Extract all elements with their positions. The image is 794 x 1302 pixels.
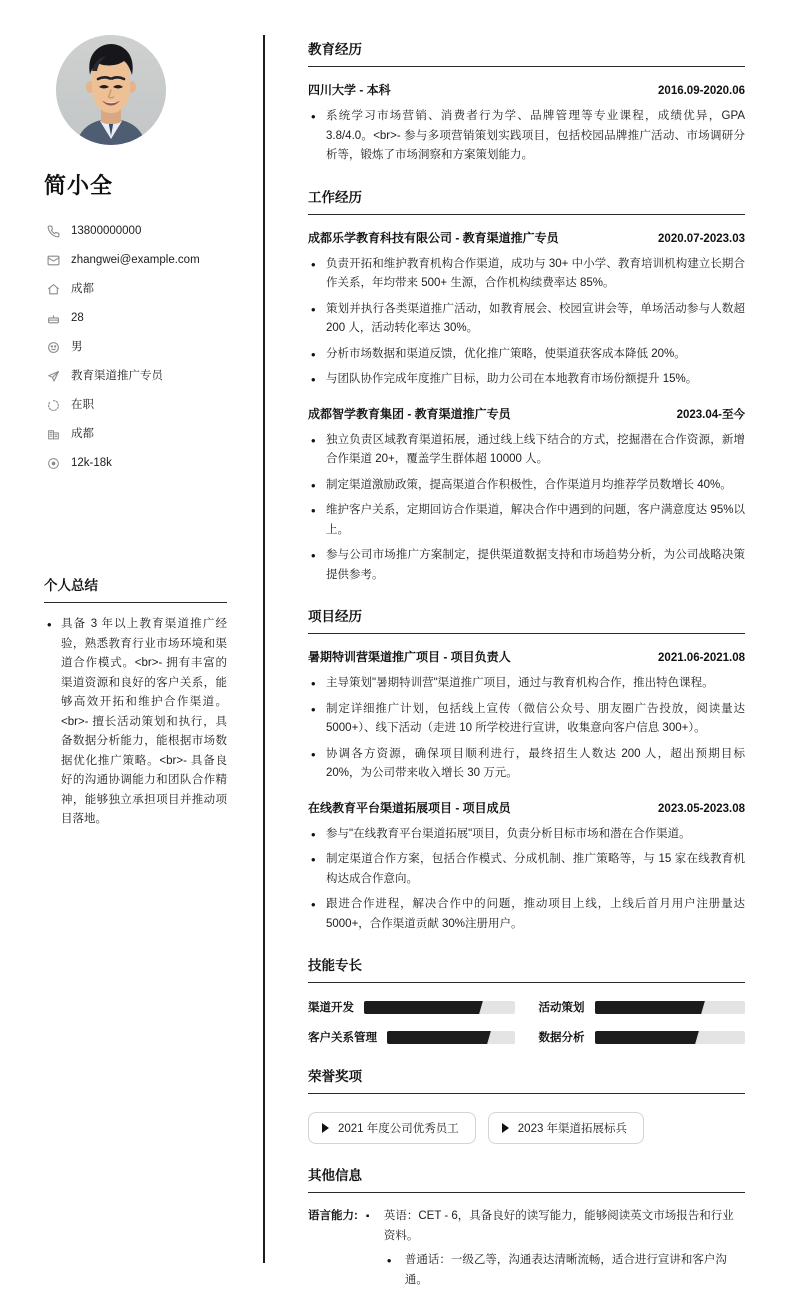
other-info-key: 语言能力: bbox=[308, 1210, 358, 1222]
education-section bbox=[308, 38, 745, 166]
project-entry bbox=[308, 648, 745, 784]
entry-header bbox=[308, 81, 745, 98]
award-chip[interactable] bbox=[308, 1112, 476, 1144]
entry-bullet: • 维护客户关系，定期回访合作渠道，解决合作中遇到的问题，客户满意度达 95%以上。 bbox=[308, 501, 745, 540]
work-entry bbox=[308, 229, 745, 390]
awards-list bbox=[308, 1108, 745, 1144]
awards-title: 荣誉奖项 bbox=[308, 1069, 362, 1084]
paper-plane-icon bbox=[44, 368, 62, 384]
entry-bullet: • 跟进合作进程，解决合作中的问题，推动项目上线，上线后首月用户注册量达 5000+，合作渠道贡献 30%注册用户。 bbox=[308, 895, 745, 934]
entry-header bbox=[308, 229, 745, 246]
entry-bullet: • 主导策划"暑期特训营"渠道推广项目，通过与教育机构合作，推出特色课程。 bbox=[308, 674, 745, 694]
section-rule bbox=[308, 633, 745, 634]
section-rule bbox=[308, 66, 745, 67]
entry-title: 暑期特训营渠道推广项目 - 项目负责人 bbox=[308, 650, 511, 664]
entry-title: 四川大学 - 本科 bbox=[308, 83, 391, 97]
skills-grid bbox=[308, 997, 745, 1045]
contact-item-status bbox=[44, 392, 227, 418]
portrait-photo-icon bbox=[56, 35, 166, 145]
entry-bullet: • 与团队协作完成年度推广目标，助力公司在本地教育市场份额提升 15%。 bbox=[308, 370, 745, 390]
entry-bullet: • 独立负责区域教育渠道拓展，通过线上线下结合的方式，挖掘潜在合作资源，新增合作渠道 20+，覆盖学生群体超 10000 人。 bbox=[308, 431, 745, 470]
entry-header bbox=[308, 799, 745, 816]
status-icon bbox=[44, 397, 62, 413]
entry-bullet: • 负责开拓和维护教育机构合作渠道，成功与 30+ 中小学、教育培训机构建立长期合作关系，年均带来 500+ 生源，合作机构续费率达 85%。 bbox=[308, 255, 745, 294]
entry-bullet: • 制定渠道激励政策，提高渠道合作积极性，合作渠道月均推荐学员数增长 40%。 bbox=[308, 476, 745, 496]
entry-bullet: • 协调各方资源，确保项目顺利进行，最终招生人数达 200 人，超出预期目标 20%，为公司带来收入增长 30 万元。 bbox=[308, 745, 745, 784]
summary-rule bbox=[44, 602, 227, 603]
entry-date: 2016.09-2020.06 bbox=[658, 85, 745, 97]
summary-section bbox=[44, 574, 227, 830]
contact-item-position bbox=[44, 363, 227, 389]
play-triangle-icon bbox=[502, 1123, 509, 1133]
education-title: 教育经历 bbox=[308, 42, 362, 57]
projects-section bbox=[308, 605, 745, 934]
phone-icon bbox=[44, 223, 62, 239]
section-rule bbox=[308, 982, 745, 983]
contact-value: 男 bbox=[71, 341, 83, 353]
building-icon bbox=[44, 426, 62, 442]
work-title: 工作经历 bbox=[308, 189, 362, 205]
avatar bbox=[56, 35, 166, 145]
home-icon bbox=[44, 281, 62, 297]
entry-bullet: • 参与公司市场推广方案制定，提供渠道数据支持和市场趋势分析，为公司战略决策提供参考。 bbox=[308, 546, 745, 585]
skill-progress-fill bbox=[364, 1001, 483, 1014]
envelope-icon bbox=[44, 252, 62, 268]
skill-progress-bar bbox=[595, 1031, 746, 1044]
section-rule bbox=[308, 1093, 745, 1094]
skills-section bbox=[308, 954, 745, 1045]
contact-item-age bbox=[44, 305, 227, 331]
entry-title: 成都智学教育集团 - 教育渠道推广专员 bbox=[308, 406, 511, 421]
entry-bullet: • 系统学习市场营销、消费者行为学、品牌管理等专业课程，成绩优异，GPA 3.8/4.0。<br>- 参与多项营销策划实践项目，包括校园品牌推广活动、市场调研分析等，锻炼了市场洞察和方案策划能力。 bbox=[308, 107, 745, 166]
skill-item bbox=[539, 1029, 746, 1045]
skill-item bbox=[308, 1029, 515, 1045]
skill-label: 客户关系管理 bbox=[308, 1032, 377, 1044]
cake-icon bbox=[44, 310, 62, 326]
entry-bullet: • 制定详细推广计划，包括线上宣传（微信公众号、朋友圈广告投放，阅读量达 5000+）、线下活动（走进 10 所学校进行宣讲，收集意向客户信息 300+）。 bbox=[308, 700, 745, 739]
gender-icon bbox=[44, 339, 62, 355]
contact-value: 13800000000 bbox=[71, 225, 142, 237]
entry-date: 2020.07-2023.03 bbox=[658, 232, 745, 245]
entry-date: 2021.06-2021.08 bbox=[658, 652, 745, 664]
contact-item-gender bbox=[44, 334, 227, 360]
entry-bullet: • 策划并执行各类渠道推广活动，如教育展会、校园宣讲会等，单场活动参与人数超 200 人，活动转化率达 30%。 bbox=[308, 300, 745, 339]
skill-progress-bar bbox=[364, 1001, 515, 1014]
entry-date: 2023.04-至今 bbox=[676, 408, 745, 421]
work-section bbox=[308, 186, 745, 586]
contact-value: 在职 bbox=[71, 399, 94, 411]
entry-header bbox=[308, 648, 745, 665]
entry-title: 成都乐学教育科技有限公司 - 教育渠道推广专员 bbox=[308, 230, 559, 245]
skill-progress-fill bbox=[595, 1001, 705, 1014]
entry-bullet: • 制定渠道合作方案，包括合作模式、分成机制、推广策略等，与 15 家在线教育机构达成合作意向。 bbox=[308, 850, 745, 889]
skill-progress-fill bbox=[595, 1031, 699, 1044]
skills-title: 技能专长 bbox=[308, 958, 362, 973]
contact-value: 成都 bbox=[71, 283, 94, 295]
other-info-row bbox=[308, 1207, 745, 1295]
skill-item bbox=[539, 999, 746, 1015]
work-entry bbox=[308, 405, 745, 586]
other-info-values bbox=[362, 1207, 745, 1295]
summary-title: 个人总结 bbox=[44, 578, 98, 593]
education-entry bbox=[308, 81, 745, 166]
other-info-title: 其他信息 bbox=[308, 1168, 362, 1183]
skill-label: 渠道开发 bbox=[308, 1002, 354, 1014]
contact-item-phone bbox=[44, 218, 227, 244]
entry-date: 2023.05-2023.08 bbox=[658, 802, 745, 815]
project-entry bbox=[308, 799, 745, 935]
play-triangle-icon bbox=[322, 1123, 329, 1133]
contact-item-salary bbox=[44, 450, 227, 476]
contact-item-hometown bbox=[44, 276, 227, 302]
awards-section bbox=[308, 1065, 745, 1144]
projects-title: 项目经历 bbox=[308, 609, 362, 624]
contact-item-city bbox=[44, 421, 227, 447]
other-info-item: • 普通话：一级乙等，沟通表达清晰流畅，适合进行宣讲和客户沟通。 bbox=[362, 1251, 745, 1290]
section-rule bbox=[308, 214, 745, 215]
skill-item bbox=[308, 999, 515, 1015]
skill-label: 活动策划 bbox=[538, 1002, 585, 1014]
other-info-item: ▪ 英语：CET - 6，具备良好的读写能力，能够阅读英文市场报告和行业资料。 bbox=[362, 1207, 745, 1246]
entry-title: 在线教育平台渠道拓展项目 - 项目成员 bbox=[308, 800, 511, 815]
contact-value: 成都 bbox=[71, 428, 94, 440]
entry-bullet: • 分析市场数据和渠道反馈，优化推广策略，使渠道获客成本降低 20%。 bbox=[308, 345, 745, 365]
contact-list bbox=[44, 218, 227, 476]
skill-progress-fill bbox=[387, 1031, 491, 1044]
other-info-section bbox=[308, 1164, 745, 1295]
award-chip[interactable] bbox=[488, 1112, 644, 1144]
skill-progress-bar bbox=[595, 1001, 746, 1014]
contact-value: 12k-18k bbox=[71, 457, 112, 469]
skill-progress-bar bbox=[387, 1031, 515, 1044]
skill-label: 数据分析 bbox=[538, 1032, 585, 1044]
contact-item-email bbox=[44, 247, 227, 273]
page-title: 简小全 bbox=[44, 173, 114, 198]
entry-bullet: • 参与"在线教育平台渠道拓展"项目，负责分析目标市场和潜在合作渠道。 bbox=[308, 825, 745, 845]
summary-text: • 具备 3 年以上教育渠道推广经验，熟悉教育行业市场环境和渠道合作模式。<br>- 拥有丰富的渠道资源和良好的客户关系，能够高效开拓和维护合作渠道。<br>- 擅长活动策划和执行，具备数据分析能力，能根据市场数据优化推广策略。<br>- 具备良好的沟通协调能力和团队合作精神，能够独立承担项目并推动项目落地。 bbox=[44, 615, 227, 830]
award-label: 2023 年渠道拓展标兵 bbox=[517, 1123, 628, 1135]
entry-header bbox=[308, 405, 745, 422]
contact-value: 教育渠道推广专员 bbox=[71, 370, 163, 382]
contact-value: 28 bbox=[71, 312, 84, 324]
salary-icon bbox=[44, 455, 62, 471]
sidebar bbox=[0, 0, 263, 830]
contact-value: zhangwei@example.com bbox=[71, 254, 200, 266]
section-rule bbox=[308, 1192, 745, 1193]
award-label: 2021 年度公司优秀员工 bbox=[338, 1123, 459, 1135]
main-content bbox=[263, 0, 794, 1302]
